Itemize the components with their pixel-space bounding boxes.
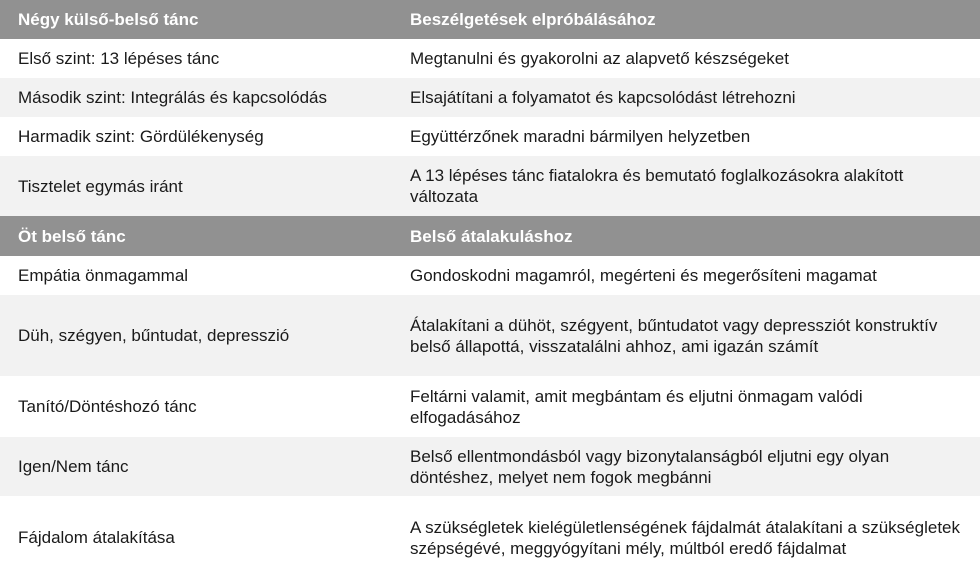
table-row <box>0 376 980 437</box>
row-description: Elsajátítani a folyamatot és kapcsolódást létrehozni <box>410 88 796 107</box>
row-description: Megtanulni és gyakorolni az alapvető készségeket <box>410 49 789 68</box>
row-title: Empátia önmagammal <box>18 266 189 285</box>
table-row <box>0 437 980 496</box>
table-row <box>0 78 980 117</box>
row-title: Második szint: Integrálás és kapcsolódás <box>18 88 327 107</box>
header-left: Négy külső-belső tánc <box>18 10 199 29</box>
table-row <box>0 39 980 78</box>
header-left: Öt belső tánc <box>18 226 126 246</box>
section-header <box>0 216 980 256</box>
row-title: Harmadik szint: Gördülékenység <box>18 127 264 146</box>
row-title: Düh, szégyen, bűntudat, depresszió <box>18 326 290 345</box>
row-title: Fájdalom átalakítása <box>18 528 175 547</box>
row-description: Együttérzőnek maradni bármilyen helyzetben <box>410 127 751 146</box>
row-title: Tanító/Döntéshozó tánc <box>18 397 197 416</box>
row-description: Feltárni valamit, amit megbántam és eljutni önmagam valódi elfogadásához <box>410 386 863 427</box>
row-title: Igen/Nem tánc <box>18 457 129 476</box>
section-header <box>0 0 980 39</box>
row-title: Első szint: 13 lépéses tánc <box>18 49 220 68</box>
table-row <box>0 295 980 376</box>
row-description: Belső ellentmondásból vagy bizonytalanságból eljutni egy olyan döntéshez, melyet nem fogok megbánni <box>410 446 890 487</box>
header-right: Belső átalakuláshoz <box>410 226 573 246</box>
table-row <box>0 117 980 156</box>
row-description: Gondoskodni magamról, megérteni és megerősíteni magamat <box>410 266 877 285</box>
header-right: Beszélgetések elpróbálásához <box>410 10 656 29</box>
row-description: A 13 lépéses tánc fiatalokra és bemutató foglalkozásokra alakított változata <box>410 166 904 206</box>
table-row <box>0 256 980 295</box>
row-title: Tisztelet egymás iránt <box>18 176 183 196</box>
table-row <box>0 156 980 216</box>
table-row <box>0 496 980 579</box>
row-description: A szükségletek kielégületlenségének fájdalmát átalakítani a szükségletek szépségévé, meggyógyítani mély, múltból eredő fájdalmat <box>410 517 961 558</box>
row-description: Átalakítani a dühöt, szégyent, bűntudatot vagy depressziót konstruktív belső állapottá, visszatalálni ahhoz, ami igazán számít <box>410 315 938 356</box>
